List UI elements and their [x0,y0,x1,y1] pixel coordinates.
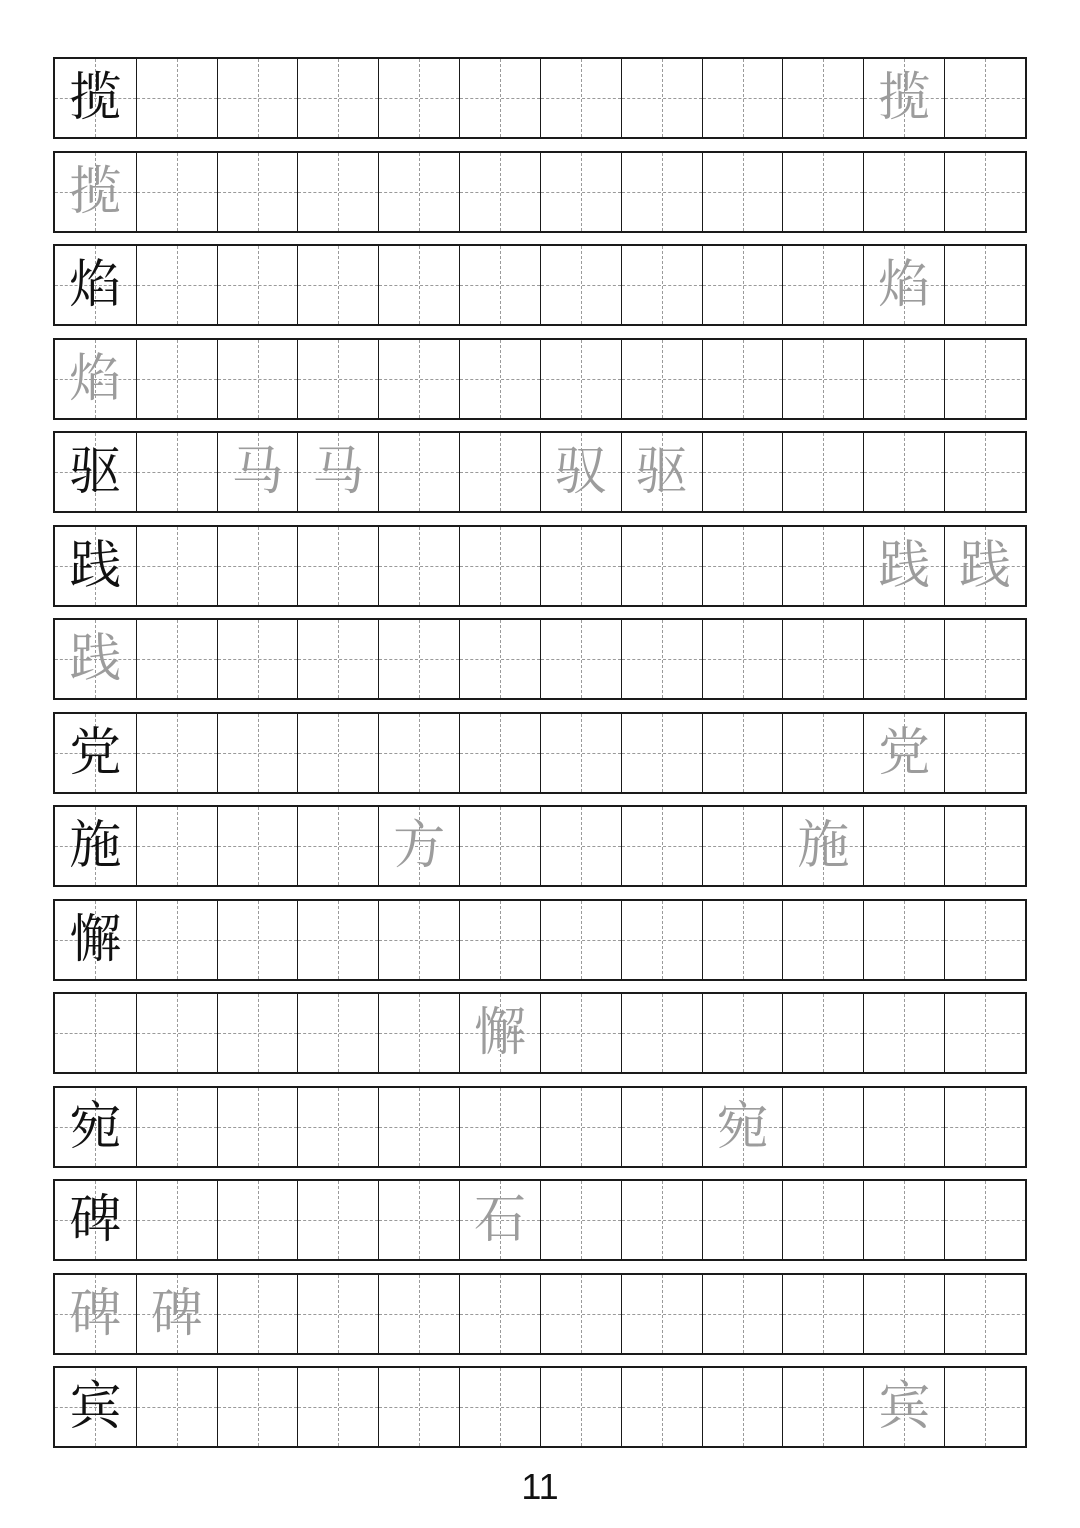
practice-cell [944,901,1025,979]
practice-cell [702,153,783,231]
practice-cell [136,59,217,137]
practice-cell [782,1275,863,1353]
practice-cell [459,620,540,698]
practice-cell [136,1275,217,1353]
practice-cell [863,433,944,511]
practice-cell [863,246,944,324]
practice-cell [944,807,1025,885]
example-cell [55,433,136,511]
practice-cell [702,994,783,1072]
practice-cell [782,59,863,137]
practice-cell [621,246,702,324]
practice-cell [540,714,621,792]
stroke-step-character: 施 [797,816,850,876]
practice-cell [540,1275,621,1353]
practice-cell [702,433,783,511]
practice-cell [217,246,298,324]
practice-cell [297,1088,378,1166]
practice-cell [459,153,540,231]
practice-cell [297,901,378,979]
example-cell [55,1088,136,1166]
practice-cell [540,153,621,231]
practice-cell [459,1181,540,1259]
practice-cell [621,1181,702,1259]
example-cell [55,153,136,231]
practice-cell [217,714,298,792]
practice-cell [459,340,540,418]
practice-cell [944,1088,1025,1166]
practice-cell [297,807,378,885]
practice-cell [540,246,621,324]
stroke-step-character: 驭 [554,442,607,502]
practice-cell [459,901,540,979]
practice-cell [944,1181,1025,1259]
practice-cell [378,1368,459,1446]
practice-cell [378,901,459,979]
practice-cell [459,994,540,1072]
model-character: 宾 [69,1377,122,1437]
practice-cell [702,901,783,979]
practice-cell [378,994,459,1072]
practice-cell [136,153,217,231]
practice-cell [540,59,621,137]
practice-cell [863,994,944,1072]
practice-cell [863,1275,944,1353]
practice-cell [217,994,298,1072]
example-cell [55,1181,136,1259]
example-cell [55,807,136,885]
practice-cell [944,433,1025,511]
practice-cell [217,433,298,511]
example-cell [55,714,136,792]
practice-cell [782,620,863,698]
practice-cell [378,527,459,605]
practice-row [53,1273,1027,1355]
practice-cell [621,527,702,605]
practice-cell [702,620,783,698]
practice-row [53,244,1027,326]
practice-cell [136,994,217,1072]
practice-cell [297,714,378,792]
practice-cell [621,59,702,137]
practice-row [53,525,1027,607]
practice-cell [782,1368,863,1446]
practice-cell [621,1275,702,1353]
practice-cell [782,153,863,231]
practice-cell [378,246,459,324]
example-cell [55,527,136,605]
practice-cell [459,1368,540,1446]
stroke-step-character: 宾 [878,1377,931,1437]
practice-cell [459,433,540,511]
example-cell [55,1368,136,1446]
stroke-step-character: 党 [878,722,931,783]
practice-cell [621,807,702,885]
example-cell [55,994,136,1072]
practice-row [53,805,1027,887]
practice-cell [297,1181,378,1259]
practice-cell [378,620,459,698]
practice-row [53,899,1027,981]
model-character: 践 [69,629,122,689]
practice-cell [378,340,459,418]
practice-cell [459,807,540,885]
practice-row [53,338,1027,420]
stroke-step-character: 碑 [150,1283,203,1344]
practice-cell [863,1088,944,1166]
practice-cell [863,1368,944,1446]
practice-cell [217,901,298,979]
model-character: 驱 [69,442,122,502]
practice-cell [782,714,863,792]
practice-row [53,57,1027,139]
practice-cell [621,714,702,792]
example-cell [55,1275,136,1353]
practice-cell [702,1275,783,1353]
practice-row [53,712,1027,794]
practice-cell [944,714,1025,792]
practice-cell [702,1368,783,1446]
practice-cell [863,714,944,792]
practice-cell [782,807,863,885]
practice-cell [217,1088,298,1166]
practice-cell [217,1181,298,1259]
practice-cell [540,1181,621,1259]
page-number: 11 [521,1466,559,1507]
practice-cell [136,340,217,418]
practice-cell [944,59,1025,137]
practice-cell [782,527,863,605]
practice-cell [702,714,783,792]
practice-cell [782,1088,863,1166]
practice-cell [217,807,298,885]
stroke-step-character: 石 [474,1190,527,1250]
model-character: 揽 [69,68,122,128]
practice-cell [863,59,944,137]
practice-cell [297,433,378,511]
practice-cell [782,246,863,324]
practice-cell [702,807,783,885]
example-cell [55,620,136,698]
practice-cell [621,620,702,698]
example-cell [55,59,136,137]
practice-cell [621,1368,702,1446]
practice-cell [297,620,378,698]
stroke-step-character: 揽 [878,68,931,128]
practice-cell [378,1275,459,1353]
model-character: 党 [69,722,122,783]
practice-cell [297,1368,378,1446]
practice-cell [459,527,540,605]
practice-cell [621,433,702,511]
practice-cell [782,1181,863,1259]
practice-cell [863,153,944,231]
practice-cell [540,527,621,605]
practice-cell [621,340,702,418]
practice-cell [540,433,621,511]
practice-cell [540,901,621,979]
practice-cell [459,1088,540,1166]
practice-cell [136,807,217,885]
stroke-step-character: 践 [959,535,1012,596]
model-character: 施 [69,816,122,876]
practice-cell [136,901,217,979]
practice-cell [217,620,298,698]
practice-cell [136,433,217,511]
practice-cell [378,153,459,231]
practice-cell [459,714,540,792]
practice-cell [863,340,944,418]
practice-cell [540,340,621,418]
practice-cell [944,1275,1025,1353]
stroke-step-character: 践 [878,535,931,596]
practice-cell [297,153,378,231]
practice-row [53,1366,1027,1448]
practice-cell [702,340,783,418]
practice-cell [944,1368,1025,1446]
practice-row [53,1179,1027,1261]
model-character: 揽 [69,161,122,222]
practice-cell [782,340,863,418]
practice-cell [702,246,783,324]
practice-cell [621,994,702,1072]
stroke-step-character: 驱 [635,442,688,502]
practice-cell [540,807,621,885]
example-cell [55,901,136,979]
practice-cell [540,994,621,1072]
practice-cell [378,59,459,137]
practice-cell [217,153,298,231]
stroke-step-character: 马 [312,442,365,502]
practice-cell [459,59,540,137]
practice-row [53,618,1027,700]
practice-cell [378,1181,459,1259]
model-character: 焰 [69,255,122,315]
practice-cell [217,1368,298,1446]
model-character: 焰 [69,348,122,409]
practice-cell [621,901,702,979]
example-cell [55,246,136,324]
practice-cell [782,433,863,511]
practice-cell [136,714,217,792]
practice-cell [540,1368,621,1446]
stroke-step-character: 焰 [878,255,931,315]
stroke-step-character: 方 [393,816,446,876]
practice-cell [297,246,378,324]
practice-row [53,992,1027,1074]
practice-cell [863,527,944,605]
practice-cell [702,1088,783,1166]
practice-cell [297,994,378,1072]
practice-cell [297,1275,378,1353]
practice-row [53,1086,1027,1168]
practice-cell [944,340,1025,418]
practice-cell [136,1181,217,1259]
practice-cell [378,433,459,511]
practice-cell [136,1088,217,1166]
model-character: 践 [69,535,122,596]
example-cell [55,340,136,418]
practice-cell [782,901,863,979]
practice-cell [217,527,298,605]
practice-cell [540,620,621,698]
practice-cell [782,994,863,1072]
practice-cell [702,59,783,137]
model-character: 碑 [69,1190,122,1250]
practice-cell [136,527,217,605]
practice-cell [621,1088,702,1166]
practice-cell [944,153,1025,231]
practice-cell [297,527,378,605]
practice-cell [540,1088,621,1166]
practice-cell [378,807,459,885]
practice-cell [459,246,540,324]
practice-cell [217,59,298,137]
stroke-step-character: 宛 [716,1096,769,1157]
practice-cell [863,901,944,979]
practice-cell [863,807,944,885]
practice-cell [217,340,298,418]
stroke-step-character: 懈 [474,1003,527,1063]
model-character: 碑 [69,1283,122,1344]
practice-cell [136,620,217,698]
practice-cell [297,340,378,418]
practice-cell [136,1368,217,1446]
stroke-step-character: 马 [231,442,284,502]
practice-cell [136,246,217,324]
practice-cell [621,153,702,231]
practice-cell [863,620,944,698]
practice-cell [944,620,1025,698]
practice-cell [297,59,378,137]
model-character: 懈 [69,909,122,970]
practice-cell [702,527,783,605]
practice-row [53,431,1027,513]
practice-cell [702,1181,783,1259]
practice-cell [863,1181,944,1259]
practice-cell [378,714,459,792]
model-character: 宛 [69,1096,122,1157]
practice-cell [217,1275,298,1353]
practice-cell [378,1088,459,1166]
practice-cell [944,527,1025,605]
practice-cell [944,994,1025,1072]
practice-row [53,151,1027,233]
practice-cell [459,1275,540,1353]
practice-cell [944,246,1025,324]
